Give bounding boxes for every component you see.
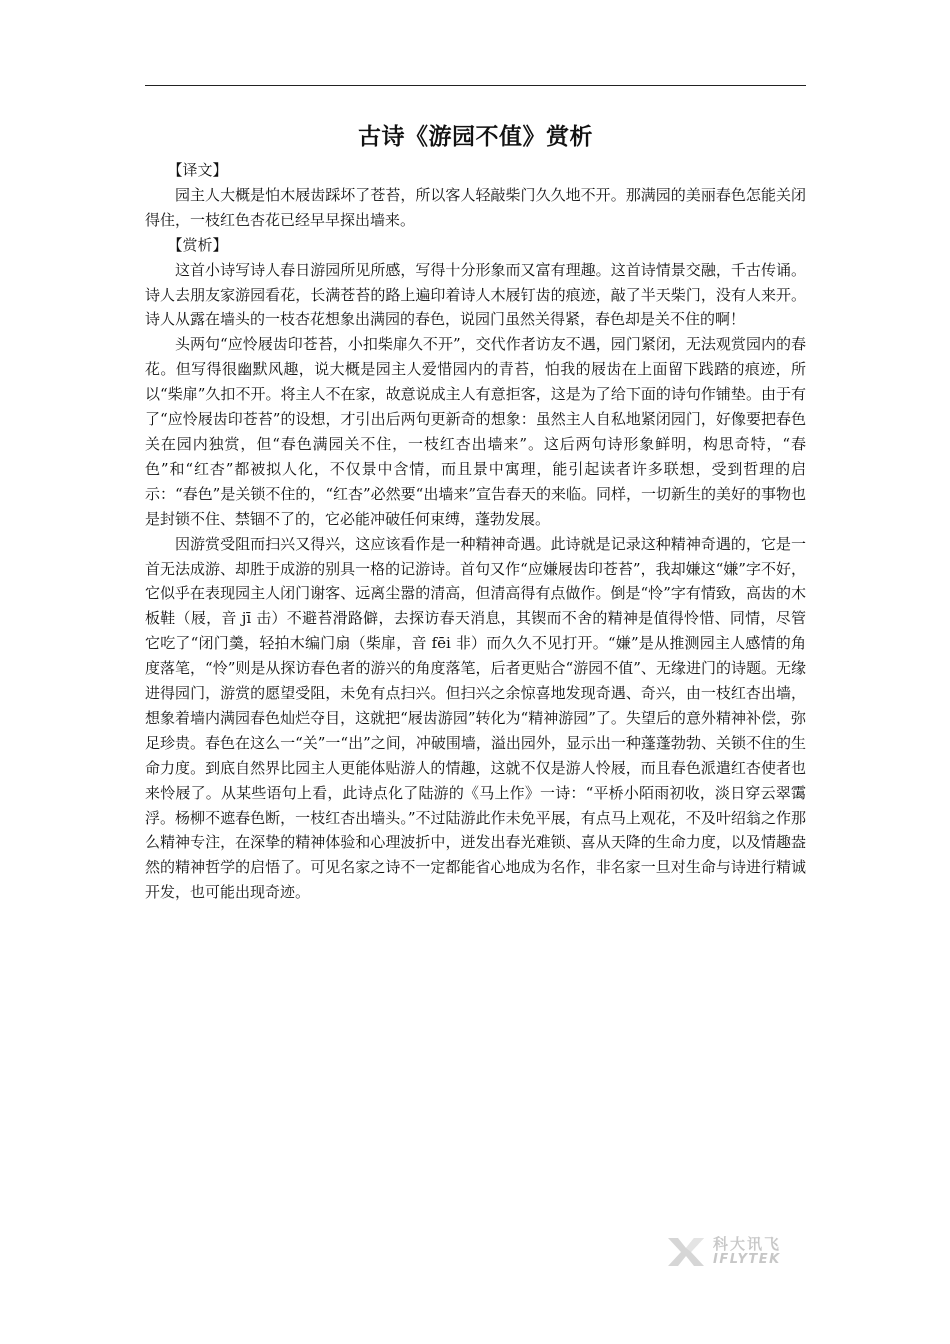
watermark-cn-text: 科大讯飞 xyxy=(713,1235,782,1253)
watermark-en-text: IFLYTEK xyxy=(713,1252,781,1267)
translation-heading: 【译文】 xyxy=(167,161,228,179)
document-title: 古诗《游园不值》赏析 xyxy=(358,123,593,150)
document-body xyxy=(145,158,806,905)
iflytek-watermark xyxy=(665,1232,795,1272)
translation-paragraph: 园主人大概是怕木屐齿踩坏了苍苔，所以客人轻敲柴门久久地不开。那满园的美丽春色怎能关闭得住，一枝红色杏花已经早早探出墙来。 xyxy=(145,185,806,229)
header-rule xyxy=(145,85,806,86)
iflytek-logo-icon xyxy=(665,1234,707,1268)
analysis-paragraph-2: 头两句“应怜屐齿印苍苔，小扣柴扉久不开”，交代作者访友不遇，园门紧闭，无法观赏园内的春花。但写得很幽默风趣，说大概是园主人爱惜园内的青苔，怕我的屐齿在上面留下践踏的痕迹，所以“柴扉”久扣不开。将主人不在家，故意说成主人有意拒客，这是为了给下面的诗句作铺垫。由于有了“应怜屐齿印苍苔”的设想，才引出后两句更新奇的想象：虽然主人自私地紧闭园门，好像要把春色关在园内独赏，但“春色满园关不住，一枝红杏出墙来”。这后两句诗形象鲜明，构思奇特，“春色”和“红杏”都被拟人化，不仅景中含情，而且景中寓理，能引起读者许多联想，受到哲理的启示：“春色”是关锁不住的，“红杏”必然要“出墙来”宣告春天的来临。同样，一切新生的美好的事物也是封锁不住、禁锢不了的，它必能冲破任何束缚，蓬勃发展。 xyxy=(145,335,807,528)
analysis-paragraph-1: 这首小诗写诗人春日游园所见所感，写得十分形象而又富有理趣。这首诗情景交融，千古传诵。诗人去朋友家游园看花，长满苍苔的路上遍印着诗人木屐钉齿的痕迹，敲了半天柴门，没有人来开。诗人从露在墙头的一枝杏花想象出满园的春色，说园门虽然关得紧，春色却是关不住的啊！ xyxy=(145,260,806,329)
analysis-heading: 【赏析】 xyxy=(167,235,228,254)
analysis-paragraph-3: 因游赏受阻而扫兴又得兴，这应该看作是一种精神奇遇。此诗就是记录这种精神奇遇的，它是一首无法成游、却胜于成游的别具一格的记游诗。首句又作“应嫌屐齿印苍苔”，我却嫌这“嫌”字不好，它似乎在表现园主人闭门谢客、远离尘嚣的清高，但清高得有点做作。倒是“怜”字有情致，高齿的木板鞋（屐，音 jī 击）不避苔滑路僻，去探访春天消息，其锲而不舍的精神是值得怜惜、同情，尽管它吃了“闭门羹，轻拍木编门扇（柴扉，音 fēi 非）而久久不见打开。“嫌”是从推测园主人感情的角度落笔，“怜”则是从探访春色者的游兴的角度落笔，后者更贴合“游园不值”、无缘进门的诗题。无缘进得园门，游赏的愿望受阻，未免有点扫兴。但扫兴之余惊喜地发现奇遇、奇兴，由一枝红杏出墙，想象着墙内满园春色灿烂夺目，这就把“屐齿游园”转化为“精神游园”了。失望后的意外精神补偿，弥足珍贵。春色在这么一“关”一“出”之间，冲破围墙，溢出园外，显示出一种蓬蓬勃勃、关锁不住的生命力度。到底自然界比园主人更能体贴游人的情趣，这就不仅是游人怜屐，而且春色派遣红杏使者也来怜屐了。从某些语句上看，此诗点化了陆游的《马上作》一诗：“平桥小陌雨初收，淡日穿云翠霭浮。杨柳不遮春色断，一枝红杏出墙头。”不过陆游此作未免平展，有点马上观花，不及叶绍翁之作那么精神专注，在深挚的精神体验和心理波折中，迸发出春光难锁、喜从天降的生命力度，以及情趣盎然的精神哲学的启悟了。可见名家之诗不一定都能省心地成为名作，非名家一旦对生命与诗进行精诚开发，也可能出现奇迹。 xyxy=(145,534,806,902)
